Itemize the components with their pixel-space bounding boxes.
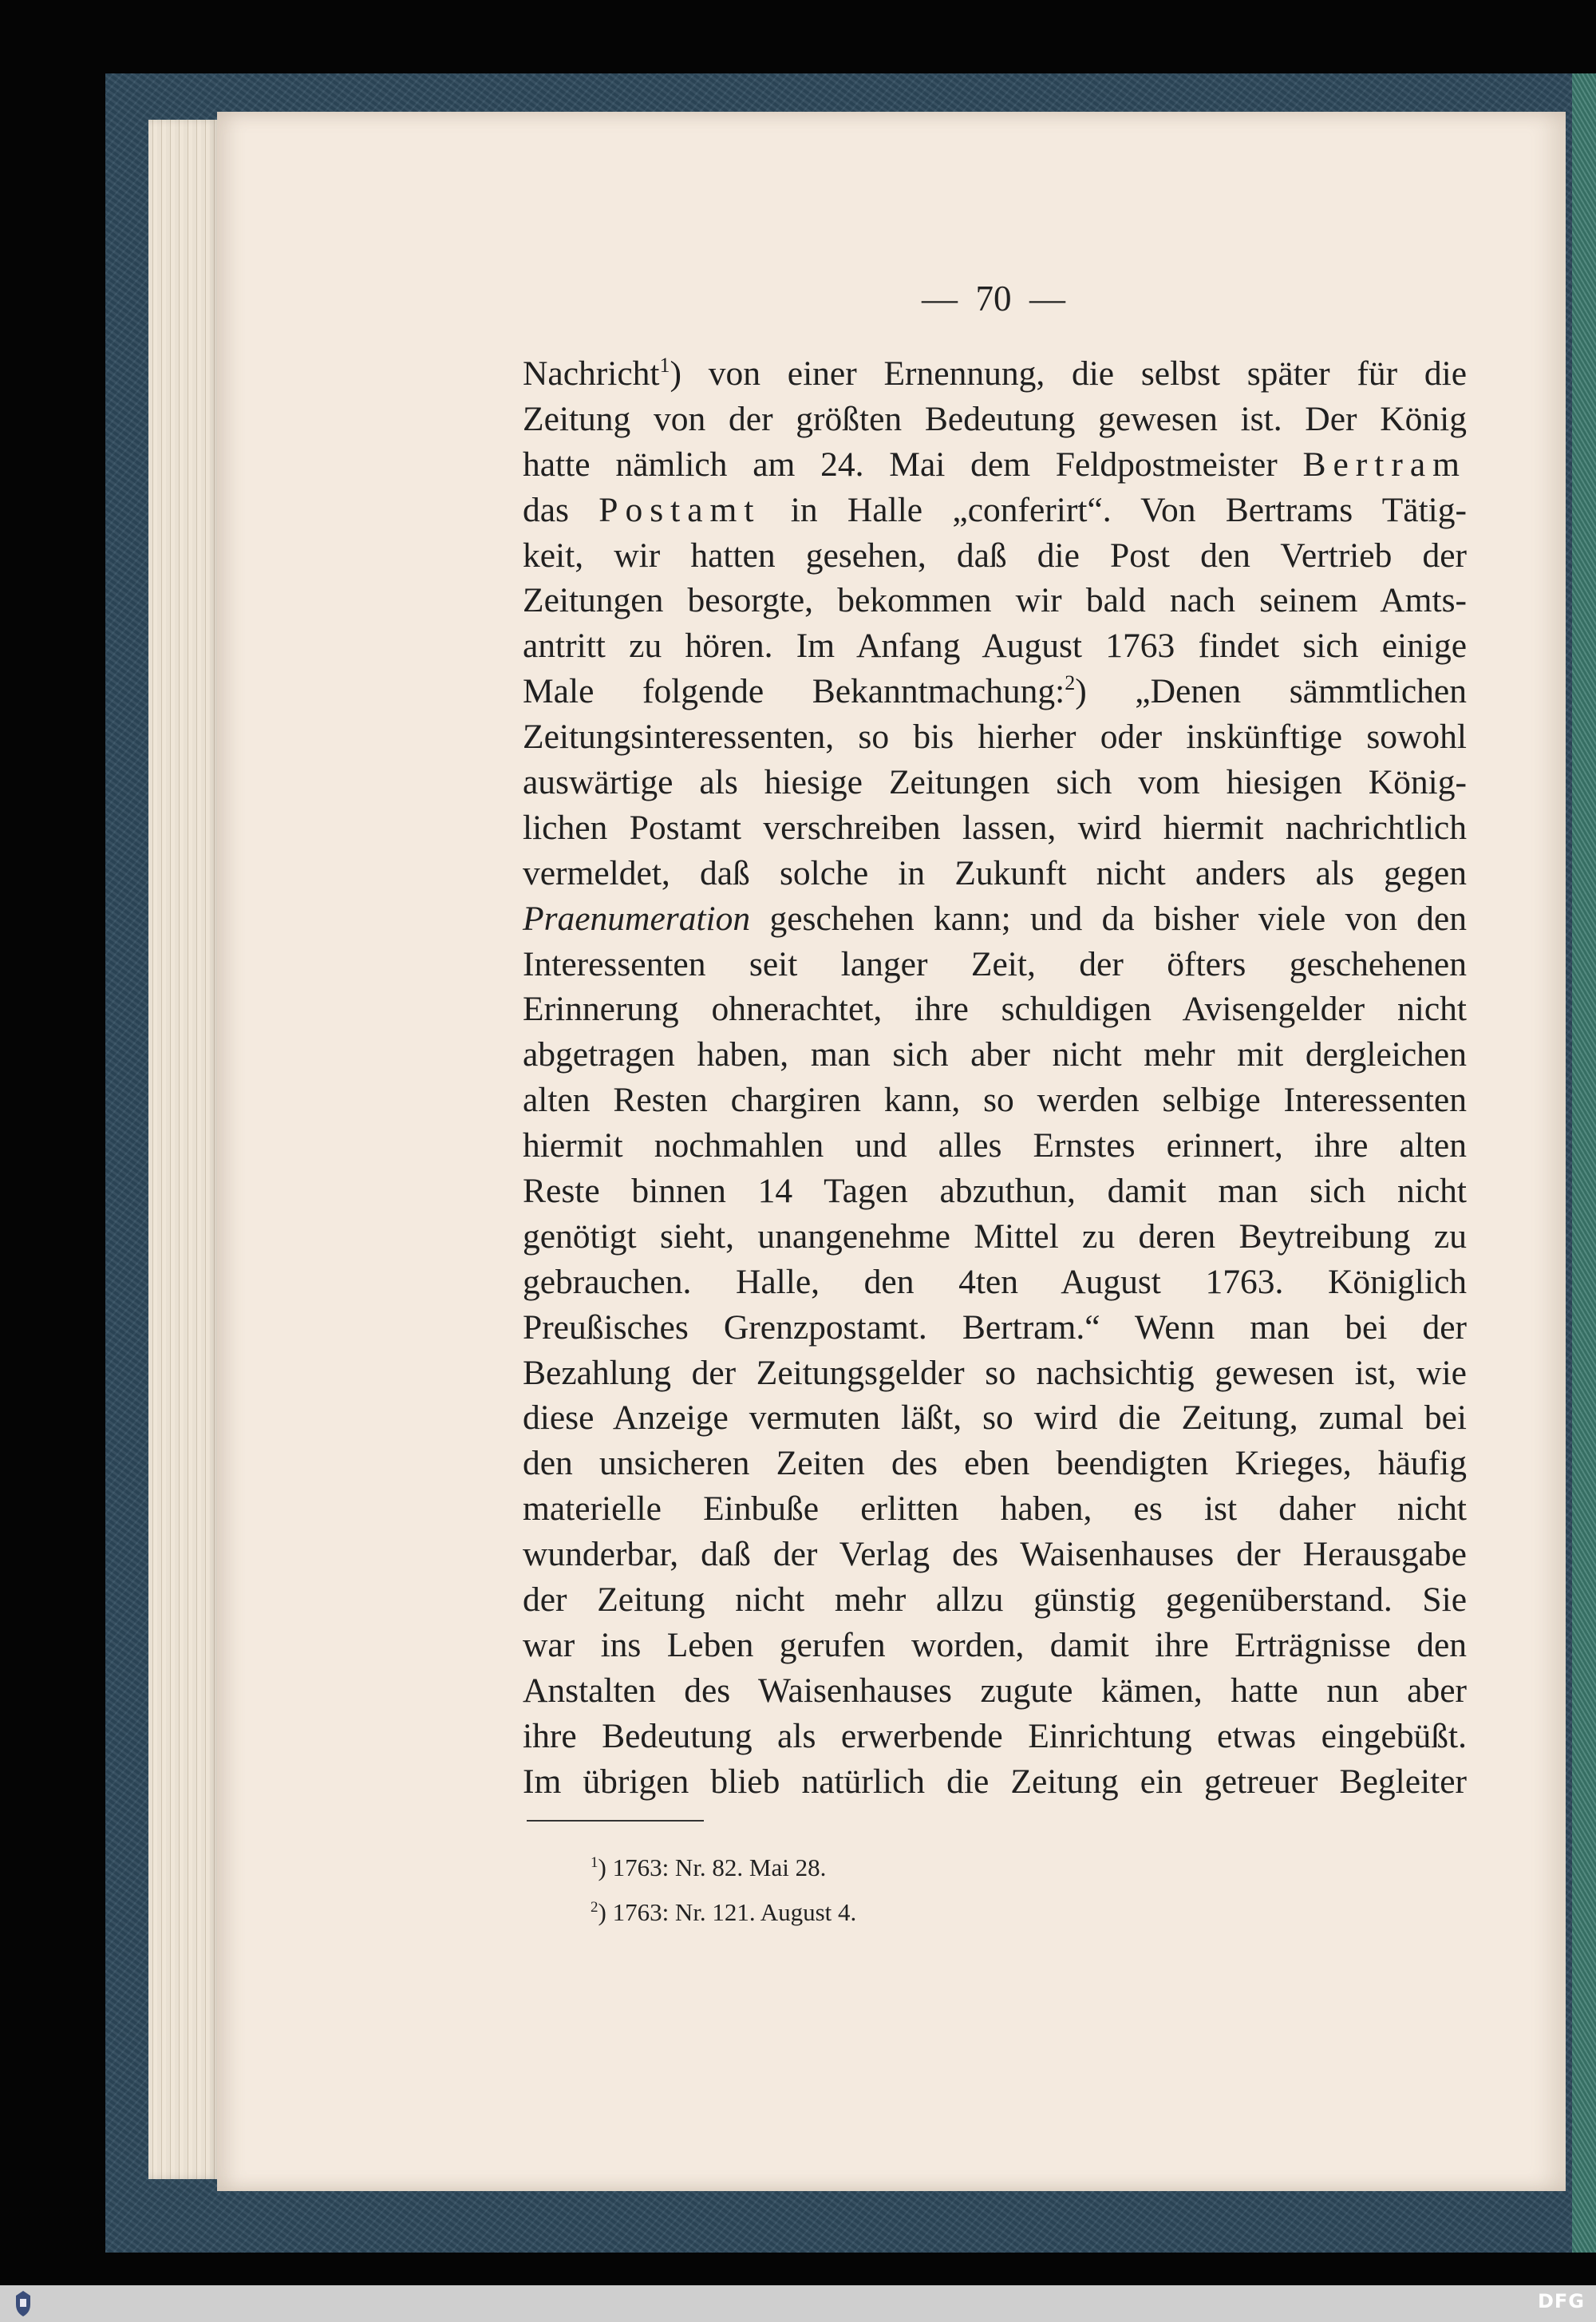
text-line: Zeitung von der größten Bedeutung gewesen ist. Der König bbox=[523, 399, 1467, 438]
page-number: — 70 — bbox=[922, 279, 1065, 318]
text-line: den unsicheren Zeiten des eben beendigten Krieges, häufig bbox=[523, 1444, 1467, 1483]
footnote: $^2$) 1763: Nr. 121. August 4. bbox=[591, 1898, 857, 1926]
text-line: Preußisches Grenzpostamt. Bertram.“ Wenn man bei der bbox=[523, 1307, 1467, 1347]
text-line: Zeitungsinteressenten, so bis hierher oder inskünftige sowohl bbox=[523, 718, 1467, 757]
viewer-bottom-bar bbox=[0, 2285, 1596, 2322]
text-line: Im übrigen blieb natürlich die Zeitung ein getreuer Begleiter bbox=[523, 1762, 1467, 1801]
italic-term: Praenumeration bbox=[523, 899, 751, 938]
text-line: gebrauchen. Halle, den 4ten August 1763. Königlich bbox=[523, 1262, 1467, 1301]
text-line: der Zeitung nicht mehr allzu günstig gegenüberstand. Sie bbox=[523, 1580, 1467, 1620]
text-line: Interessenten seit langer Zeit, der öfters geschehenen bbox=[523, 944, 1467, 983]
text-line: keit, wir hatten gesehen, daß die Post den Vertrieb der bbox=[523, 536, 1467, 575]
book-cover-edge bbox=[1572, 73, 1596, 2253]
text-line: Anstalten des Waisenhauses zugute kämen, hatte nun aber bbox=[523, 1671, 1467, 1710]
text-line: materielle Einbuße erlitten haben, es ist daher nicht bbox=[523, 1489, 1467, 1529]
text-line: auswärtige als hiesige Zeitungen sich vom hiesigen König- bbox=[523, 763, 1467, 802]
text-line: alten Resten chargiren kann, so werden selbige Interessenten bbox=[523, 1081, 1467, 1120]
text-line: diese Anzeige vermuten läßt, so wird die Zeitung, zumal bei bbox=[523, 1398, 1467, 1438]
text-line: Reste binnen 14 Tagen abzuthun, damit man sich nicht bbox=[523, 1172, 1467, 1211]
footnote-mark: 1 bbox=[591, 1854, 598, 1871]
text-line: Male folgende Bekanntmachung:$^2$) „Denen sämmtlichen bbox=[523, 671, 1467, 711]
spaced-word: Postamt bbox=[598, 490, 761, 529]
footnote-ref: 1 bbox=[659, 354, 670, 377]
footnote-divider bbox=[527, 1820, 704, 1822]
text-line: Nachricht$^1$) von einer Ernennung, die selbst später für die bbox=[523, 354, 1467, 393]
text-line: ihre Bedeutung als erwerbende Einrichtung etwas eingebüßt. bbox=[523, 1716, 1467, 1755]
text-line: hatte nämlich am 24. Mai dem Feldpostmeister Bertram bbox=[523, 445, 1467, 484]
text-line: Bezahlung der Zeitungsgelder so nachsichtig gewesen ist, wie bbox=[523, 1353, 1467, 1392]
text-line: das Postamt in Halle „conferirt“. Von Bertrams Tätig- bbox=[523, 490, 1467, 529]
body-text bbox=[523, 351, 1467, 1805]
footnote-mark: 2 bbox=[591, 1899, 598, 1916]
text-line: hiermit nochmahlen und alles Ernstes erinnert, ihre alten bbox=[523, 1126, 1467, 1165]
text-line: Praenumeration geschehen kann; und da bisher viele von den bbox=[523, 899, 1467, 938]
footnote-ref: 2 bbox=[1065, 671, 1076, 695]
text-line: abgetragen haben, man sich aber nicht mehr mit dergleichen bbox=[523, 1035, 1467, 1074]
dfg-logo: DFG bbox=[1537, 2290, 1585, 2312]
text-line: Erinnerung ohnerachtet, ihre schuldigen Avisengelder nicht bbox=[523, 990, 1467, 1029]
text-line: Zeitungen besorgte, bekommen wir bald nach seinem Amts- bbox=[523, 581, 1467, 620]
text-line: antritt zu hören. Im Anfang August 1763 findet sich einige bbox=[523, 627, 1467, 666]
text-line: vermeldet, daß solche in Zukunft nicht anders als gegen bbox=[523, 853, 1467, 892]
library-crest-icon bbox=[11, 2288, 35, 2319]
text-line: lichen Postamt verschreiben lassen, wird hiermit nachrichtlich bbox=[523, 808, 1467, 847]
text-line: war ins Leben gerufen worden, damit ihre Erträgnisse den bbox=[523, 1625, 1467, 1664]
text-line: wunderbar, daß der Verlag des Waisenhauses der Herausgabe bbox=[523, 1535, 1467, 1574]
text-line: genötigt sieht, unangenehme Mittel zu deren Beytreibung zu bbox=[523, 1216, 1467, 1256]
spaced-name: Bertram bbox=[1302, 445, 1467, 484]
footnote: $^1$) 1763: Nr. 82. Mai 28. bbox=[591, 1853, 827, 1881]
page-edges bbox=[148, 120, 220, 2179]
